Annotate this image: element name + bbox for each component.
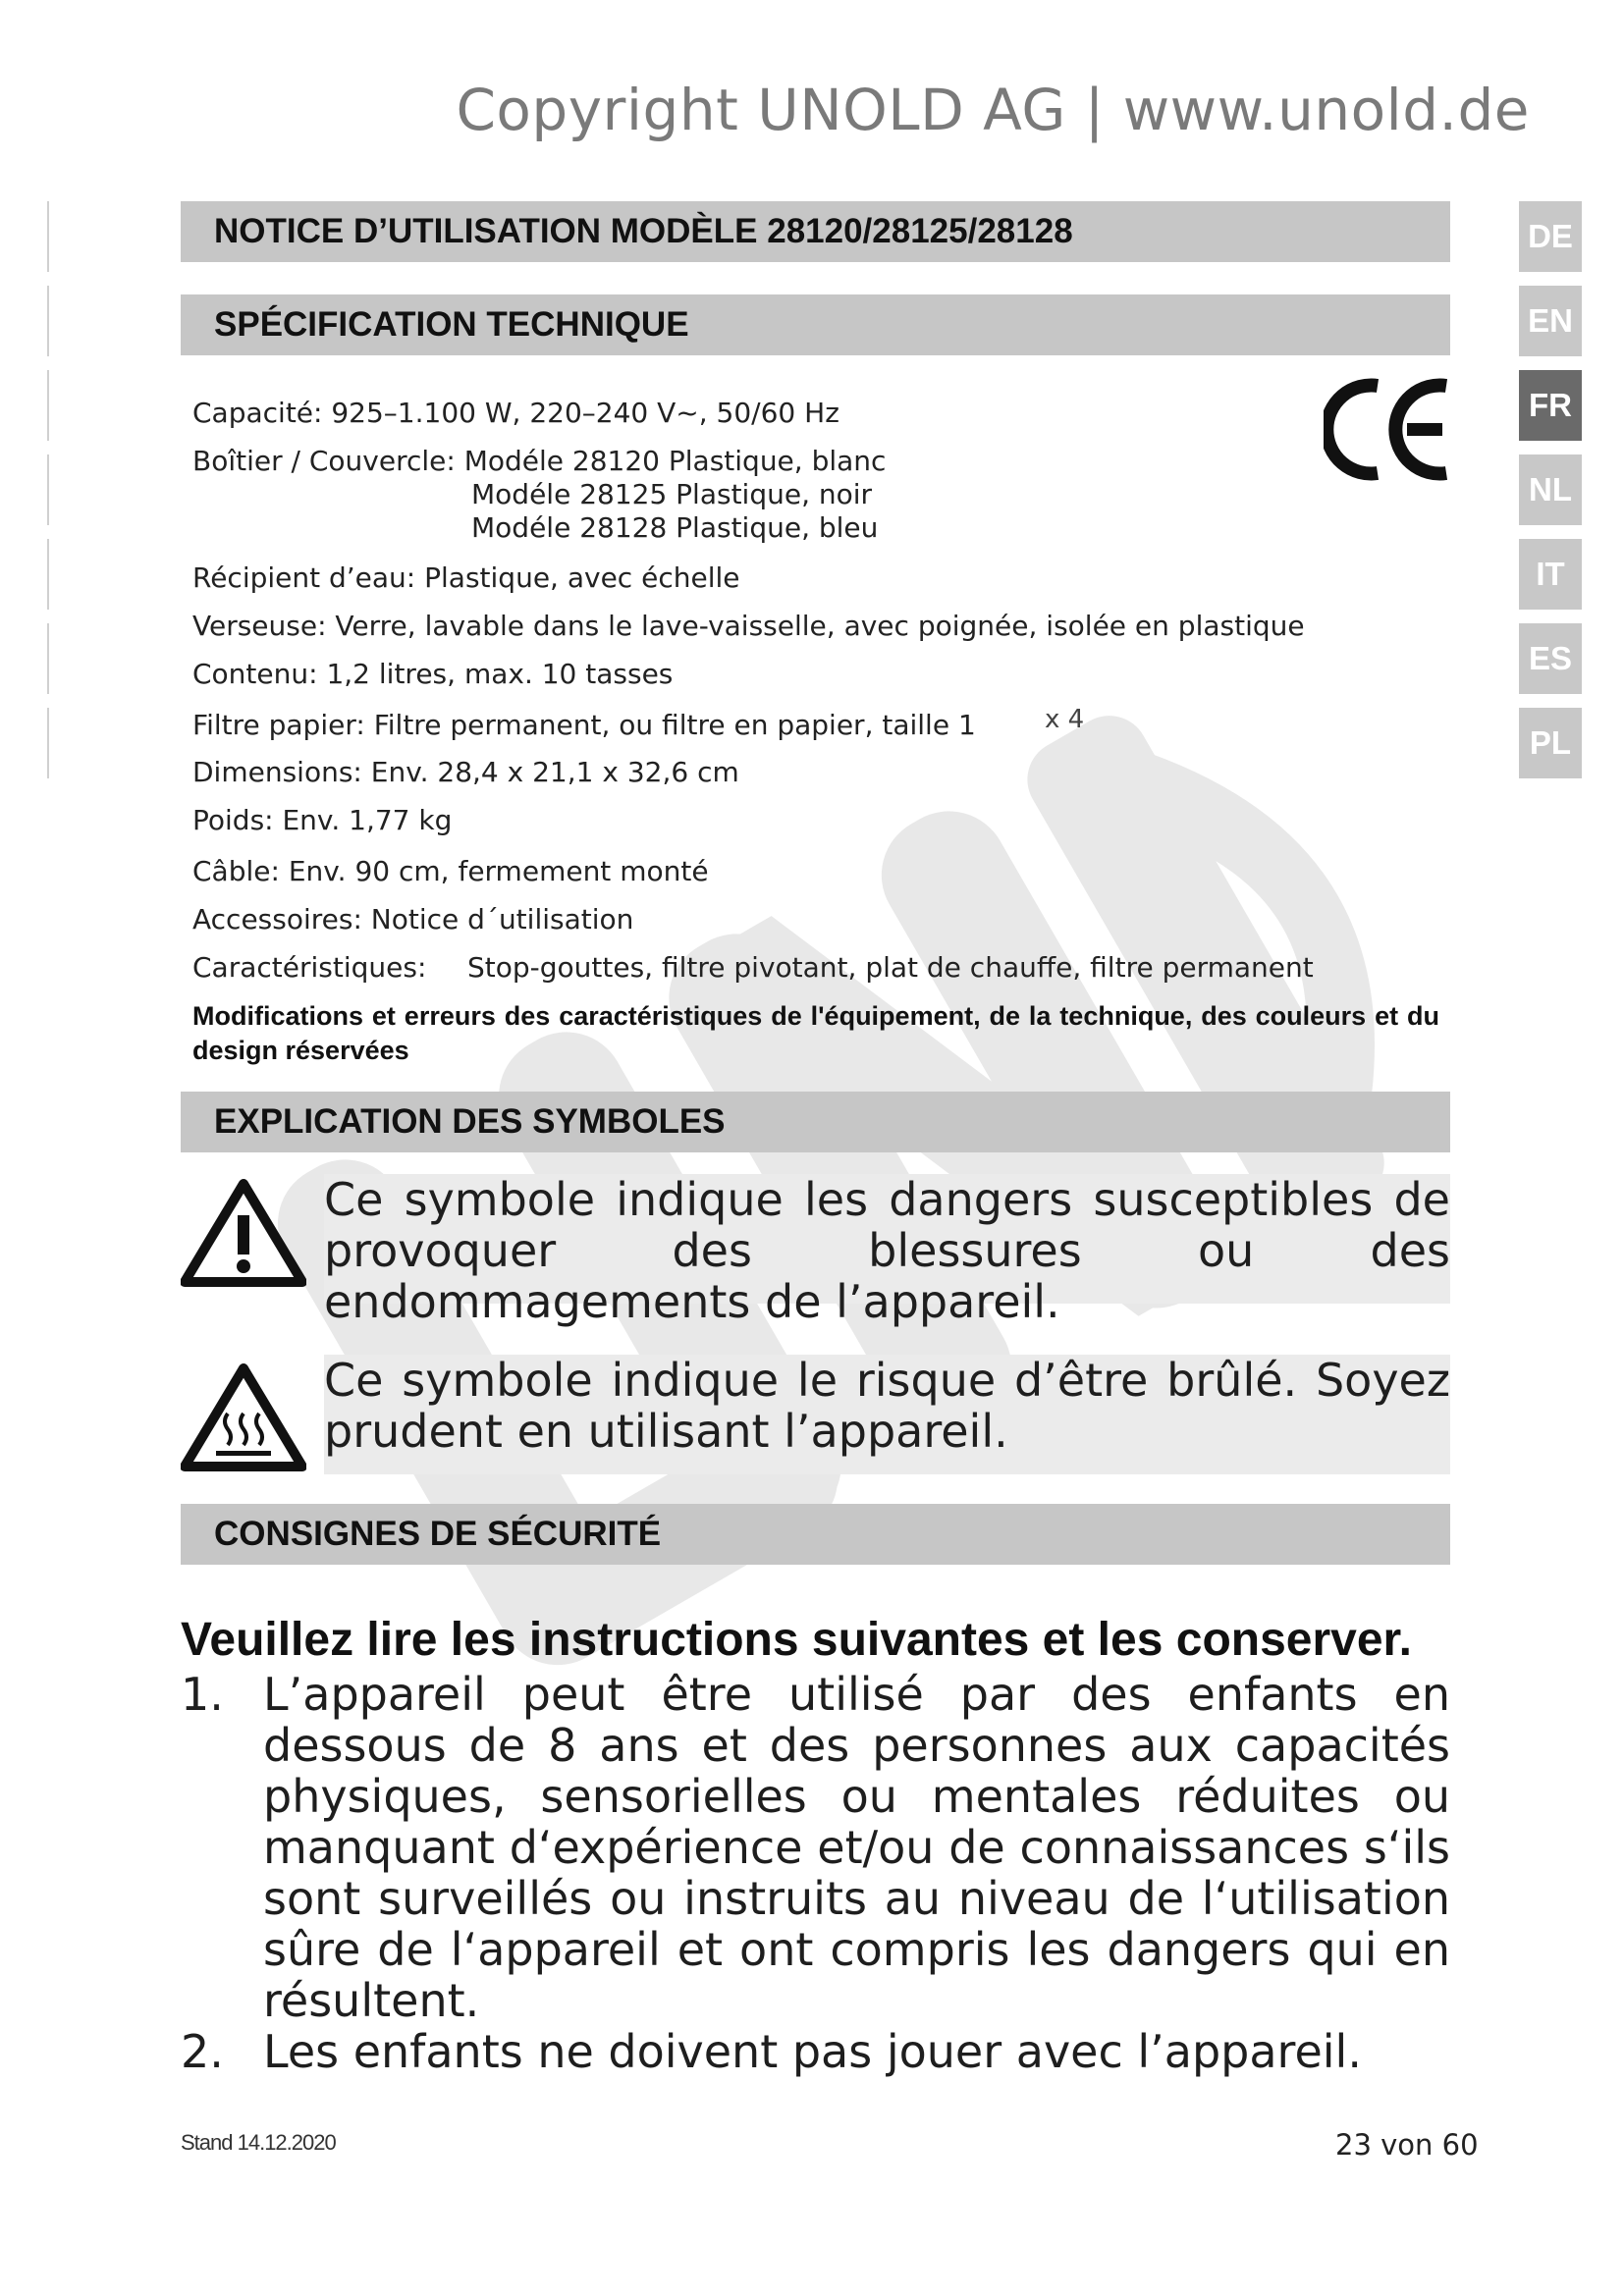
safety-item — [181, 2026, 1450, 2077]
footer-page-number: 23 von 60 — [1335, 2128, 1479, 2162]
safety-item-text-1: L’appareil peut être utilisé par des enfants en dessous de 8 ans et des personnes aux capacités physiques, sensorielles ou mentales réduites ou manquant d‘expérience et/ou de connaissances s‘ils sont surveillés ou instruits au niveau de l‘utilisation sûre de l‘appareil et ont compris les dangers qui en résultent. — [263, 1668, 1450, 2027]
safety-item-number: 2. — [181, 2025, 224, 2078]
lang-tab-pl[interactable]: PL — [1519, 708, 1582, 778]
safety-heading-band — [181, 1504, 1450, 1565]
symbols-heading-band — [181, 1092, 1450, 1152]
spec-features-label: Caractéristiques: — [192, 951, 427, 984]
footer-stand-date: Stand 14.12.2020 — [181, 2130, 336, 2155]
spec-housing: Boîtier / Couvercle: Modéle 28120 Plastique, blanc — [192, 445, 887, 477]
left-margin-marks — [47, 201, 50, 780]
spec-cable: Câble: Env. 90 cm, fermement monté — [192, 855, 709, 887]
safety-lead: Veuillez lire les instructions suivantes et les conserver. — [181, 1614, 1412, 1666]
language-tabs — [1519, 201, 1582, 792]
safety-item-number: 1. — [181, 1668, 224, 1721]
spec-heading-band — [181, 294, 1450, 355]
spec-weight: Poids: Env. 1,77 kg — [192, 804, 453, 836]
spec-contents: Contenu: 1,2 litres, max. 10 tasses — [192, 658, 674, 690]
spec-carafe: Verseuse: Verre, lavable dans le lave-vaisselle, avec poignée, isolée en plastique — [192, 610, 1305, 642]
safety-item-text-2: Les enfants ne doivent pas jouer avec l’appareil. — [263, 2025, 1362, 2078]
manual-title: NOTICE D’UTILISATION MODÈLE 28120/28125/28128 — [214, 212, 1073, 250]
lang-tab-nl[interactable]: NL — [1519, 454, 1582, 525]
lang-tab-fr[interactable]: FR — [1519, 370, 1582, 441]
spec-water-tank: Récipient d’eau: Plastique, avec échelle — [192, 561, 740, 594]
spec-accessories: Accessoires: Notice d´utilisation — [192, 903, 634, 935]
safety-item-text — [263, 2026, 1450, 2077]
lang-tab-en[interactable]: EN — [1519, 286, 1582, 356]
warning-icon — [181, 1178, 306, 1288]
copyright-header: Copyright UNOLD AG | www.unold.de — [456, 77, 1530, 143]
safety-heading: CONSIGNES DE SÉCURITÉ — [214, 1515, 662, 1553]
modifications-note: Modifications et erreurs des caractéristiques de l'équipement, de la technique, des couleurs et du design réservées — [192, 1001, 1439, 1065]
spec-housing-2: Modéle 28125 Plastique, noir — [471, 478, 873, 510]
safety-item-text — [263, 1669, 1450, 2026]
symbols-heading: EXPLICATION DES SYMBOLES — [214, 1102, 726, 1141]
safety-item — [181, 1669, 1450, 2026]
spec-heading: SPÉCIFICATION TECHNIQUE — [214, 305, 689, 344]
manual-title-band — [181, 201, 1450, 262]
spec-dimensions: Dimensions: Env. 28,4 x 21,1 x 32,6 cm — [192, 756, 739, 788]
symbol-hot-text: Ce symbole indique le risque d’être brûlé. Soyez prudent en utilisant l’appareil. — [324, 1354, 1450, 1458]
spec-features-value: Stop-gouttes, filtre pivotant, plat de chauffe, filtre permanent — [467, 951, 1314, 984]
ce-mark-icon — [1324, 378, 1451, 481]
symbol-warning-text-box — [324, 1173, 1450, 1328]
spec-filter-qty: x 4 — [1045, 705, 1085, 734]
lang-tab-de[interactable]: DE — [1519, 201, 1582, 272]
lang-tab-it[interactable]: IT — [1519, 539, 1582, 610]
lang-tab-es[interactable]: ES — [1519, 623, 1582, 694]
spec-capacity: Capacité: 925–1.100 W, 220–240 V~, 50/60 Hz — [192, 397, 839, 429]
symbol-hot-text-box — [324, 1355, 1450, 1474]
hot-surface-icon — [181, 1362, 306, 1472]
symbol-warning-text: Ce symbole indique les dangers susceptibles de provoquer des blessures ou des endommagements de l’appareil. — [324, 1173, 1450, 1328]
spec-housing-3: Modéle 28128 Plastique, bleu — [471, 511, 879, 544]
spec-filter: Filtre papier: Filtre permanent, ou filtre en papier, taille 1 — [192, 709, 976, 741]
